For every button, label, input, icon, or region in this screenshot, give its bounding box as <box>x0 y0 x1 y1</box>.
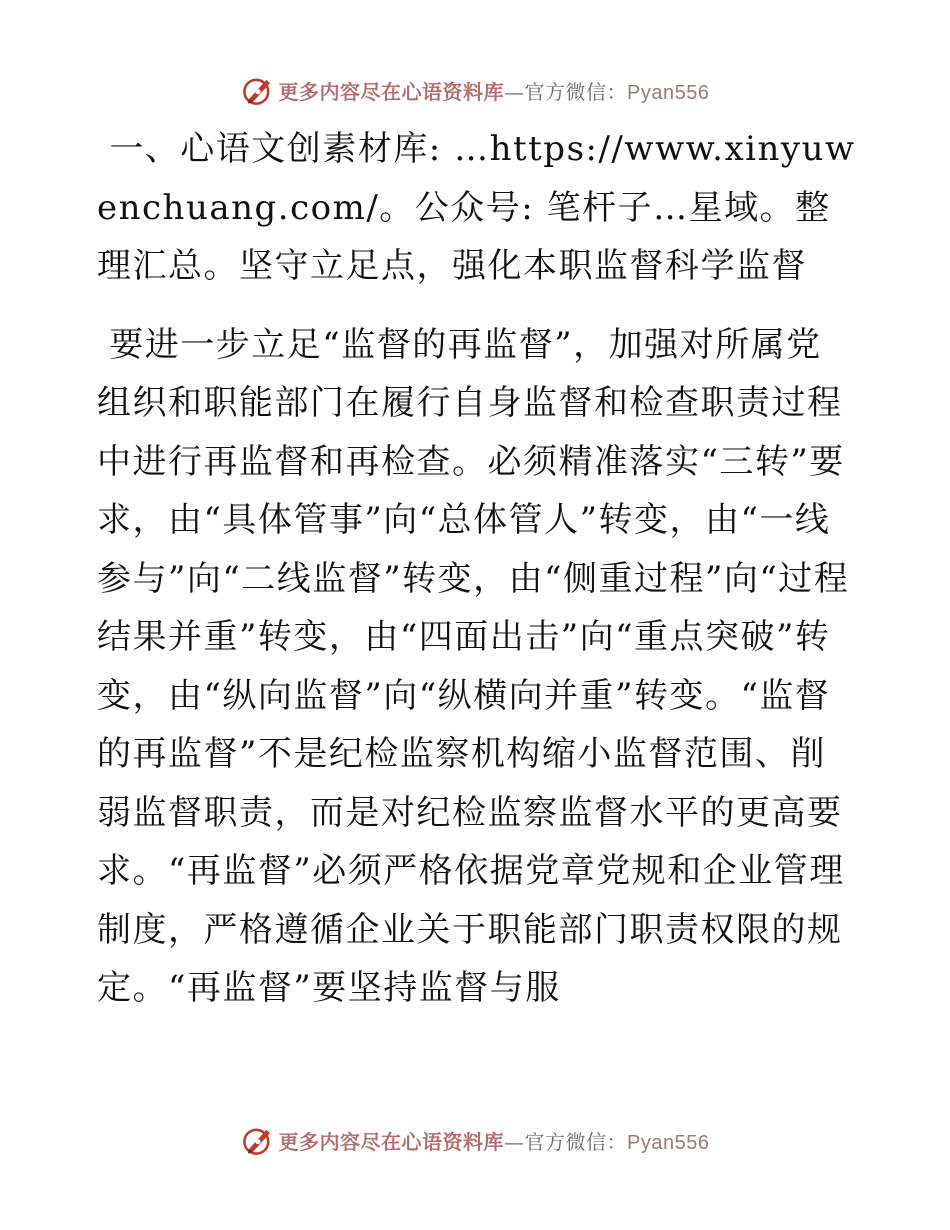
body-paragraph: 要进一步立足“监督的再监督”，加强对所属党组织和职能部门在履行自身监督和检查职责过程中进行再监督和再检查。必须精准落实“三转”要求，由“具体管事”向“总体管人”转变，由“一线参与”向“二线监督”转变，由“侧重过程”向“过程结果并重”转变，由“四面出击”向“重点突破”转变，由“纵向监督”向“纵横向并重”转变。“监督的再监督”不是纪检监察机构缩小监督范围、削弱监督职责，而是对纪检监察监督水平的更高要求。“再监督”必须严格依据党章党规和企业管理制度，严格遵循企业关于职能部门职责权限的规定。“再监督”要坚持监督与服 <box>97 324 850 1008</box>
banner-wechat-handle: Pyan556 <box>627 1131 710 1154</box>
banner-sub-text: 官方微信： <box>524 79 628 104</box>
footer-banner <box>0 1120 950 1160</box>
banner-main-text: 更多内容尽在心语资料库 <box>278 1129 505 1154</box>
banner-dash: — <box>504 79 525 104</box>
banner-main-text: 更多内容尽在心语资料库 <box>278 79 505 104</box>
banner-dash: — <box>504 1129 525 1154</box>
banner-text <box>279 76 710 105</box>
pen-logo-icon <box>241 73 275 107</box>
header-banner <box>0 70 950 110</box>
pen-logo-icon <box>241 1123 275 1157</box>
document-body <box>97 120 857 1018</box>
banner-wechat-handle: Pyan556 <box>627 81 710 104</box>
banner-sub-text: 官方微信： <box>524 1129 628 1154</box>
heading-paragraph: 一、心语文创素材库: …https://www.xinyuwenchuang.com/。公众号: 笔杆子…星域。整理汇总。坚守立足点，强化本职监督科学监督 <box>97 129 856 286</box>
banner-text <box>279 1126 710 1155</box>
